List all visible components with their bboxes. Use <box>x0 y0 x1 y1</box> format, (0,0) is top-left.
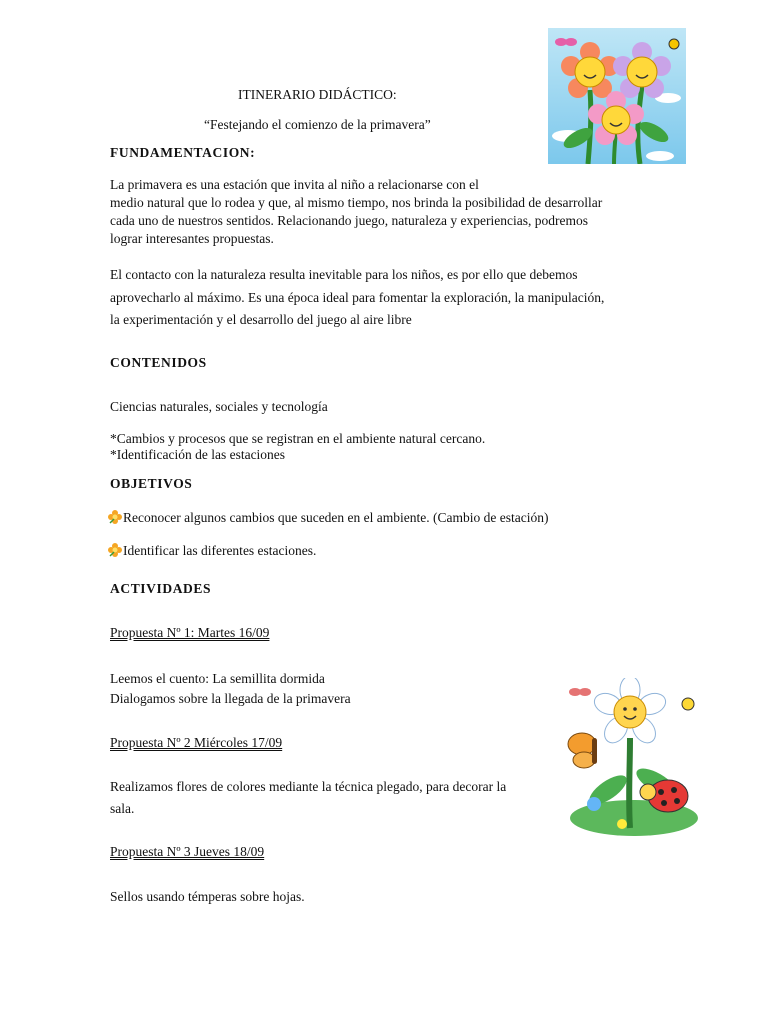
actividades-heading: ACTIVIDADES <box>110 581 212 596</box>
objetivo-item-2-text: Identificar las diferentes estaciones. <box>123 543 317 558</box>
flower-bullet-icon <box>108 543 122 557</box>
document-title: ITINERARIO DIDÁCTICO: <box>238 87 397 102</box>
fundamentacion-line-4: lograr interesantes propuestas. <box>110 231 274 246</box>
fundamentacion-heading: FUNDAMENTACION: <box>110 145 256 160</box>
flower-bullet-icon <box>108 510 122 524</box>
fundamentacion-line-1: La primavera es una estación que invita al niño a relacionarse con el <box>110 177 479 192</box>
objetivo-item-1 <box>108 509 548 527</box>
contenidos-item-1: *Cambios y procesos que se registran en el ambiente natural cercano. <box>110 431 486 446</box>
propuesta-2-line-1: Realizamos flores de colores mediante la técnica plegado, para decorar la <box>110 779 507 794</box>
flower-ladybug-illustration <box>564 678 702 840</box>
fundamentacion-line-3: cada uno de nuestros sentidos. Relacionando juego, naturaleza y experiencias, podremos <box>110 213 588 228</box>
objetivo-item-1-text: Reconocer algunos cambios que suceden en el ambiente. (Cambio de estación) <box>123 510 549 525</box>
document-subtitle: “Festejando el comienzo de la primavera” <box>204 117 431 132</box>
propuesta-2-title: Propuesta Nº 2 Miércoles 17/09 <box>110 735 283 750</box>
contacto-line-1: El contacto con la naturaleza resulta inevitable para los niños, es por ello que debemos <box>110 267 578 282</box>
flower-ladybug-image <box>564 678 702 840</box>
spring-flowers-illustration <box>548 28 686 164</box>
contacto-line-3: la experimentación y el desarrollo del juego al aire libre <box>110 312 412 327</box>
propuesta-1-line-2: Dialogamos sobre la llegada de la primavera <box>110 691 351 706</box>
contenidos-area: Ciencias naturales, sociales y tecnología <box>110 399 328 414</box>
flowers-image <box>548 28 686 164</box>
contacto-line-2: aprovecharlo al máximo. Es una época ideal para fomentar la exploración, la manipulación, <box>110 290 605 305</box>
contenidos-item-2: *Identificación de las estaciones <box>110 447 286 462</box>
objetivos-heading: OBJETIVOS <box>110 476 193 491</box>
propuesta-1-title: Propuesta Nº 1: Martes 16/09 <box>110 625 270 640</box>
propuesta-3-line-1: Sellos usando témperas sobre hojas. <box>110 889 305 904</box>
propuesta-1-line-1: Leemos el cuento: La semillita dormida <box>110 671 325 686</box>
propuesta-3-title: Propuesta Nº 3 Jueves 18/09 <box>110 844 265 859</box>
objetivo-item-2 <box>108 542 316 560</box>
propuesta-2-line-2: sala. <box>110 801 135 816</box>
contenidos-heading: CONTENIDOS <box>110 355 207 370</box>
fundamentacion-line-2: medio natural que lo rodea y que, al mismo tiempo, nos brinda la posibilidad de desarrollar <box>110 195 603 210</box>
